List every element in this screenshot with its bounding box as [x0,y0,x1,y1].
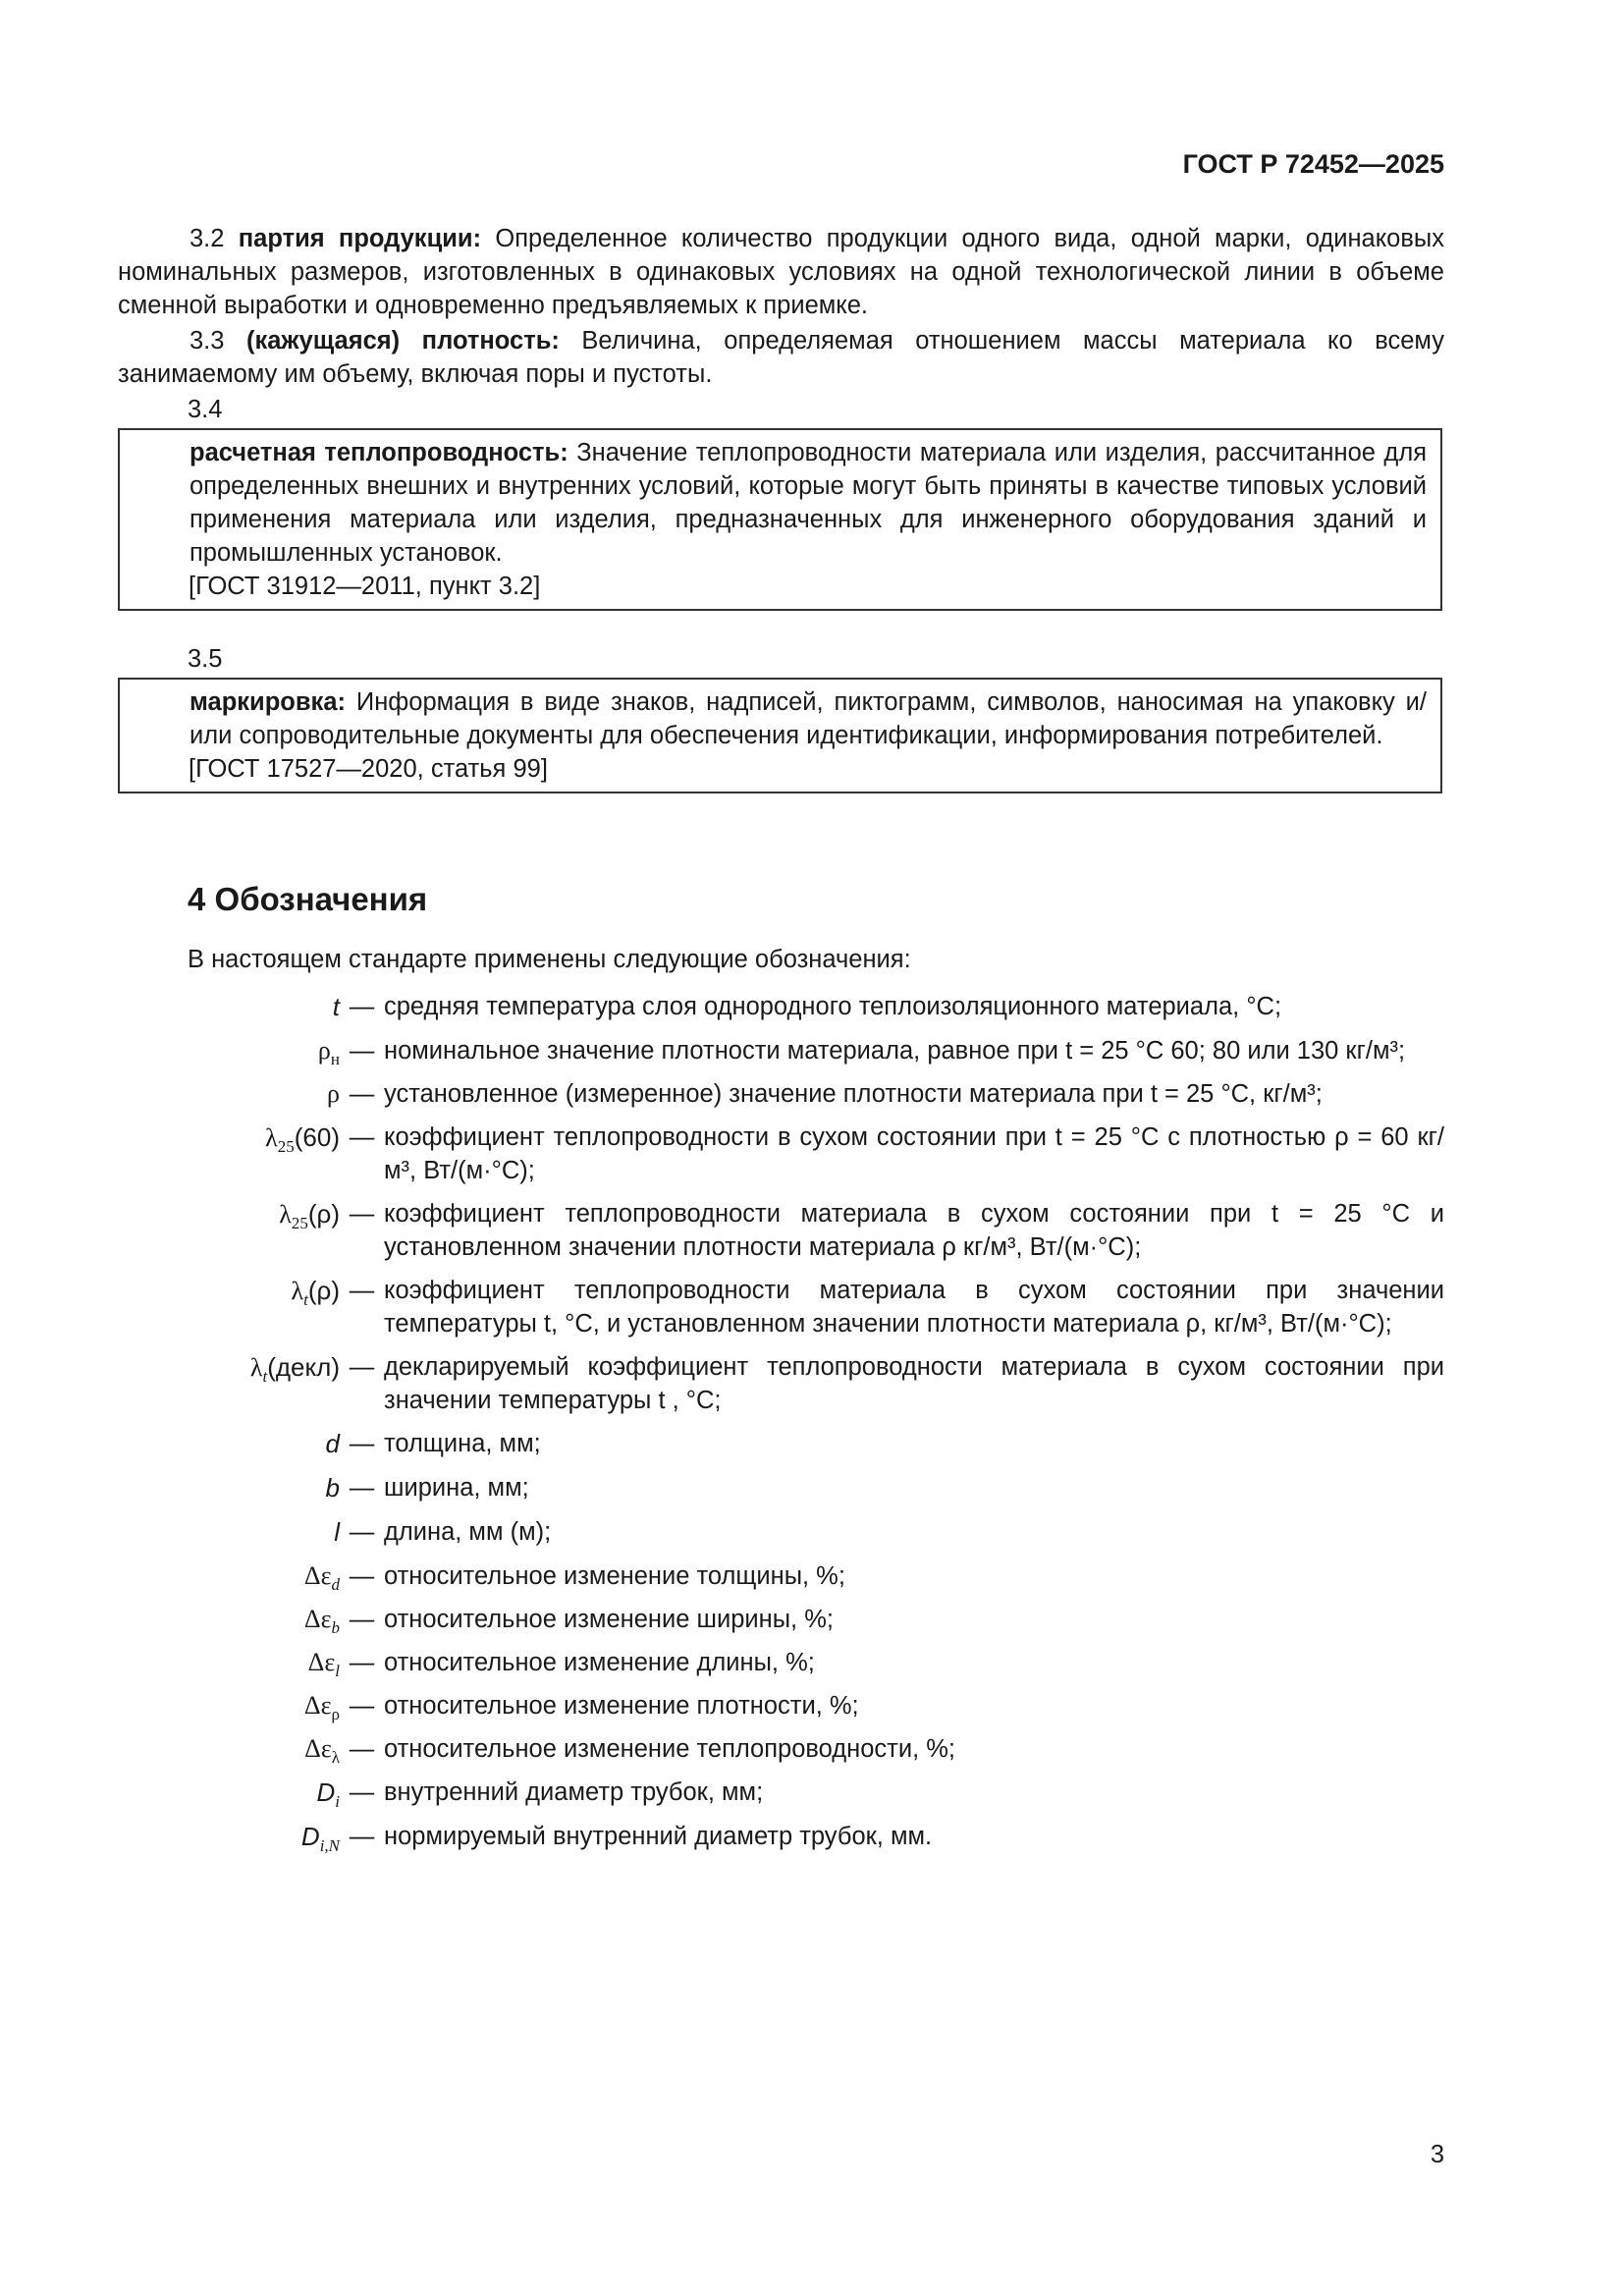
symbol-dash: — [349,1692,375,1720]
term-3-4-body [189,436,1427,570]
symbol-dash: — [349,1649,375,1676]
term-number: 3.3 [189,327,225,355]
term-definition: Информация в виде знаков, надписей, пиктограмм, символов, наносимая на упаковку и/или сопроводительные документы для обеспечения идентификации, информирования потребителей. [189,688,1427,749]
symbol: $\Delta\varepsilon_l$ [307,1648,340,1681]
symbol-description: средняя температура слоя однородного теплоизоляционного материала, °С; [384,993,1282,1020]
term-3-4-box [118,428,1442,611]
symbol-dash: — [349,1353,375,1381]
term-3-5-box [118,678,1442,793]
symbol-dash: — [349,1735,375,1763]
symbol-dash: — [349,1037,375,1065]
term-3-5-body [189,685,1427,752]
symbol-row [118,1689,1444,1722]
symbol: $\Delta\varepsilon_d$ [303,1561,340,1595]
symbol-row [118,990,1444,1024]
symbol-row [118,1471,1444,1505]
term-3-5-source: [ГОСТ 17527—2020, статья 99] [189,755,548,783]
symbol-row [118,1559,1444,1593]
symbols-list [118,990,1444,1864]
symbol-description: внутренний диаметр трубок, мм; [384,1778,764,1806]
symbol: $\lambda_t(\rho)$ [291,1276,340,1310]
symbol: $\lambda_{25}(\rho)$ [279,1199,340,1233]
symbol: $\Delta\varepsilon_\rho$ [303,1691,340,1724]
symbol-row [118,1776,1444,1810]
symbol-row [118,1121,1444,1187]
symbol-row [118,1350,1444,1417]
term-name: (кажущаяся) плотность: [246,327,560,355]
symbol-row [118,1197,1444,1264]
term-definition: Определенное количество продукции одного вида, одной марки, одинаковых номинальных размеров, изготовленных в одинаковых условиях на одной технологической линии в объеме сменной выработки и одновременно предъявляемых к приемке. [118,225,1444,319]
symbol-description: относительное изменение длины, %; [384,1649,815,1676]
document-code-header: ГОСТ Р 72452—2025 [1182,149,1444,179]
symbol-dash: — [349,993,375,1020]
section-4-heading: 4 Обозначения [188,881,428,917]
symbol-description: относительное изменение толщины, %; [384,1562,845,1590]
symbol-row [118,1603,1444,1636]
symbol: b [325,1473,340,1503]
page-number: 3 [1430,2141,1444,2168]
symbol-dash: — [349,1080,375,1108]
symbol: l [334,1517,340,1547]
term-definition: Величина, определяемая отношением массы материала ко всему занимаемому им объему, включая поры и пустоты. [118,327,1444,388]
symbol-row [118,1034,1444,1067]
symbol-dash: — [349,1474,375,1502]
symbol-description: коэффициент теплопроводности материала в сухом состоянии при значении температуры t, °С, и установленном значении плотности материала ρ, кг/м³, Вт/(м·°С); [384,1277,1444,1338]
symbol-dash: — [349,1123,375,1151]
symbol-dash: — [349,1277,375,1304]
term-name: партия продукции: [238,225,482,252]
symbol: t [332,992,340,1021]
symbol-row [118,1820,1444,1854]
symbol-description: коэффициент теплопроводности материала в сухом состоянии при t = 25 °С и установленном значении плотности материала ρ кг/м³, Вт/(м·°С); [384,1200,1444,1261]
term-3-5-number: 3.5 [188,645,223,673]
symbol-dash: — [349,1562,375,1590]
symbol-description: нормируемый внутренний диаметр трубок, мм. [384,1823,933,1850]
term-name: маркировка: [189,688,346,716]
symbol-description: относительное изменение ширины, %; [384,1606,834,1633]
symbol-description: длина, мм (м); [384,1518,552,1546]
symbol-description: относительное изменение теплопроводности, %; [384,1735,956,1763]
symbol-row [118,1274,1444,1340]
symbol: $D_{i,N}$ [300,1822,340,1856]
term-number: 3.2 [189,225,225,252]
symbol: d [325,1429,340,1458]
symbol-description: номинальное значение плотности материала, равное при t = 25 °С 60; 80 или 130 кг/м³; [384,1037,1406,1065]
symbol-description: декларируемый коэффициент теплопроводности материала в сухом состоянии при значении температуры t , °С; [384,1353,1444,1414]
symbol-row [118,1646,1444,1679]
symbol: ρ [327,1079,340,1108]
term-3-4-source: [ГОСТ 31912—2011, пункт 3.2] [189,573,541,600]
symbol-row [118,1515,1444,1550]
term-3-3-paragraph [118,324,1444,391]
symbol-description: ширина, мм; [384,1474,529,1502]
symbol-row [118,1077,1444,1111]
symbol-dash: — [349,1823,375,1850]
symbol-description: установленное (измеренное) значение плотности материала при t = 25 °С, кг/м³; [384,1080,1323,1108]
symbol: $\Delta\varepsilon_\lambda$ [304,1734,340,1768]
symbol: $\Delta\varepsilon_b$ [303,1605,340,1638]
symbol-dash: — [349,1200,375,1228]
term-3-4-number: 3.4 [188,396,223,423]
term-name: расчетная теплопроводность: [189,439,568,466]
term-definition: Значение теплопроводности материала или изделия, рассчитанное для определенных внешних и внутренних условий, которые могут быть приняты в качестве типовых условий применения материала или изделия, предназначенных для инженерного оборудования зданий и промышленных установок. [189,439,1428,567]
symbol-description: толщина, мм; [384,1430,541,1457]
symbol-description: относительное изменение плотности, %; [384,1692,859,1720]
symbol: $\lambda_t(декл)$ [249,1352,340,1387]
symbol: $D_i$ [316,1777,340,1812]
symbol: $\lambda_{25}(60)$ [265,1122,340,1157]
term-3-3 [118,324,1444,391]
symbol-dash: — [349,1518,375,1546]
symbol: $\rho_н$ [317,1036,340,1069]
symbol-row [118,1732,1444,1766]
symbol-dash: — [349,1606,375,1633]
term-3-2 [118,222,1444,322]
symbol-description: коэффициент теплопроводности в сухом состоянии при t = 25 °С с плотностью ρ = 60 кг/м³, Вт/(м·°С); [384,1123,1444,1184]
symbol-row [118,1427,1444,1461]
symbol-dash: — [349,1430,375,1457]
symbol-dash: — [349,1778,375,1806]
section-4-intro: В настоящем стандарте применены следующие обозначения: [188,946,911,973]
term-3-2-paragraph [118,222,1444,322]
